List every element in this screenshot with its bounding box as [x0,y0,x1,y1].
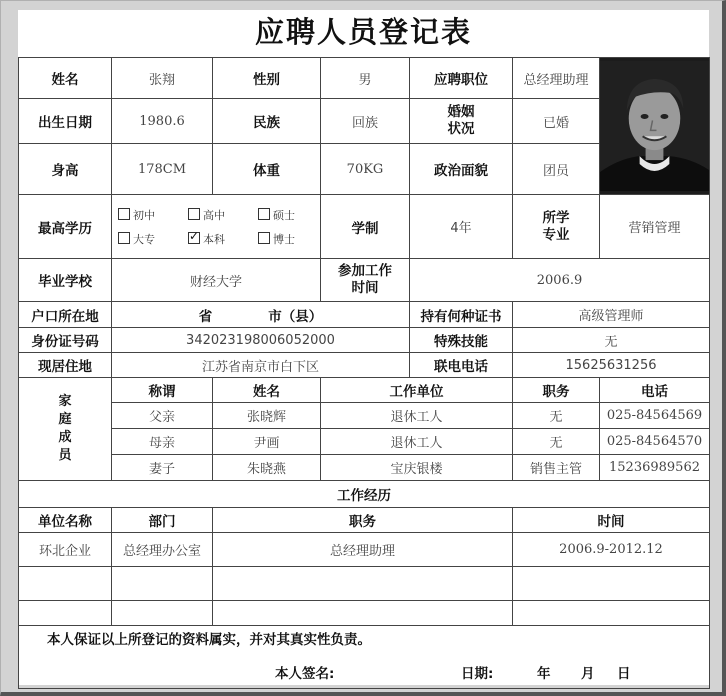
family-name: 张晓辉 [213,403,321,429]
label-education: 最高学历 [19,195,112,259]
checkbox-icon[interactable] [258,232,270,244]
declaration: 本人保证以上所登记的资料属实，并对其真实性负责。 [19,626,710,650]
value-position: 总经理助理 [513,58,600,99]
family-employer: 退休工人 [321,429,513,455]
work-period: 2006.9-2012.12 [513,533,710,567]
date-day: 日 [617,665,631,682]
family-relation: 母亲 [112,429,213,455]
value-height: 178CM [112,144,213,195]
education-option-label: 初中 [133,208,155,222]
value-address: 江苏省南京市白下区 [112,353,410,378]
value-name: 张翔 [112,58,213,99]
family-header-phone: 电话 [600,378,710,403]
work-row-empty [19,567,710,601]
education-option[interactable] [258,207,318,223]
family-header-name: 姓名 [213,378,321,403]
label-id-number: 身份证号码 [19,328,112,353]
family-title: 销售主管 [513,455,600,481]
value-gender: 男 [321,58,410,99]
label-address: 现居住地 [19,353,112,378]
family-phone: 025-84564570 [600,429,710,455]
work-title: 总经理助理 [213,533,513,567]
value-certificate: 高级管理师 [513,302,710,328]
signature-line [19,650,710,689]
education-option[interactable] [188,207,258,223]
label-ethnicity: 民族 [213,99,321,144]
family-row [19,429,710,455]
checkbox-icon[interactable] [258,208,270,220]
checkbox-checked-icon[interactable] [188,232,200,244]
value-weight: 70KG [321,144,410,195]
checkbox-icon[interactable] [118,232,130,244]
family-header-title: 职务 [513,378,600,403]
label-name: 姓名 [19,58,112,99]
family-header-relation: 称谓 [112,378,213,403]
checkbox-icon[interactable] [188,208,200,220]
work-row [19,533,710,567]
education-option[interactable] [118,231,188,247]
education-option-label: 大专 [133,232,155,246]
family-row [19,403,710,429]
label-birth: 出生日期 [19,99,112,144]
hukou-province: 省 [198,308,213,325]
education-option-label: 硕士 [273,208,295,222]
registration-table [18,57,710,689]
value-school: 财经大学 [112,259,321,302]
value-ethnicity: 回族 [321,99,410,144]
date-year: 年 [537,665,551,682]
value-work-start: 2006.9 [410,259,710,302]
photo [600,58,710,195]
signature-label: 本人签名: [275,665,335,682]
label-certificate: 持有何种证书 [410,302,513,328]
label-major: 所学 专业 [513,195,600,259]
family-relation: 父亲 [112,403,213,429]
value-phone: 15625631256 [513,353,710,378]
family-title: 无 [513,403,600,429]
value-skills: 无 [513,328,710,353]
value-marital: 已婚 [513,99,600,144]
label-political: 政治面貌 [410,144,513,195]
label-work-start: 参加工作 时间 [321,259,410,302]
label-school: 毕业学校 [19,259,112,302]
value-major: 营销管理 [600,195,710,259]
date-month: 月 [581,665,595,682]
education-option-label: 本科 [203,232,225,246]
work-header-employer: 单位名称 [19,508,112,533]
label-marital: 婚姻 状况 [410,99,513,144]
education-option[interactable] [118,207,188,223]
work-department: 总经理办公室 [112,533,213,567]
form-sheet [18,10,709,685]
work-employer: 环北企业 [19,533,112,567]
work-history-title: 工作经历 [19,481,710,508]
label-height: 身高 [19,144,112,195]
work-header-department: 部门 [112,508,213,533]
family-header-employer: 工作单位 [321,378,513,403]
education-option[interactable] [258,231,318,247]
education-option-label: 博士 [273,232,295,246]
work-row-empty [19,601,710,626]
label-family: 家 庭 成 员 [19,378,112,481]
family-phone: 025-84564569 [600,403,710,429]
label-phone: 联电电话 [410,353,513,378]
education-option[interactable] [188,231,258,247]
family-row [19,455,710,481]
label-hukou: 户口所在地 [19,302,112,328]
value-political: 团员 [513,144,600,195]
portrait-photo [600,61,709,192]
family-employer: 宝庆银楼 [321,455,513,481]
family-employer: 退休工人 [321,403,513,429]
label-skills: 特殊技能 [410,328,513,353]
value-schooling: 4年 [410,195,513,259]
value-id-number: 342023198006052000 [112,328,410,353]
family-name: 尹画 [213,429,321,455]
education-options [112,195,321,259]
family-title: 无 [513,429,600,455]
family-phone: 15236989562 [600,455,710,481]
value-birth: 1980.6 [112,99,213,144]
work-header-title: 职务 [213,508,513,533]
value-hukou [112,302,410,328]
education-option-label: 高中 [203,208,225,222]
work-header-period: 时间 [513,508,710,533]
label-schooling: 学制 [321,195,410,259]
form-title: 应聘人员登记表 [254,15,472,49]
label-weight: 体重 [213,144,321,195]
date-label: 日期: [461,665,494,682]
family-name: 朱晓燕 [213,455,321,481]
label-position: 应聘职位 [410,58,513,99]
hukou-city: 市（县） [268,308,323,325]
family-relation: 妻子 [112,455,213,481]
label-gender: 性别 [213,58,321,99]
checkbox-icon[interactable] [118,208,130,220]
